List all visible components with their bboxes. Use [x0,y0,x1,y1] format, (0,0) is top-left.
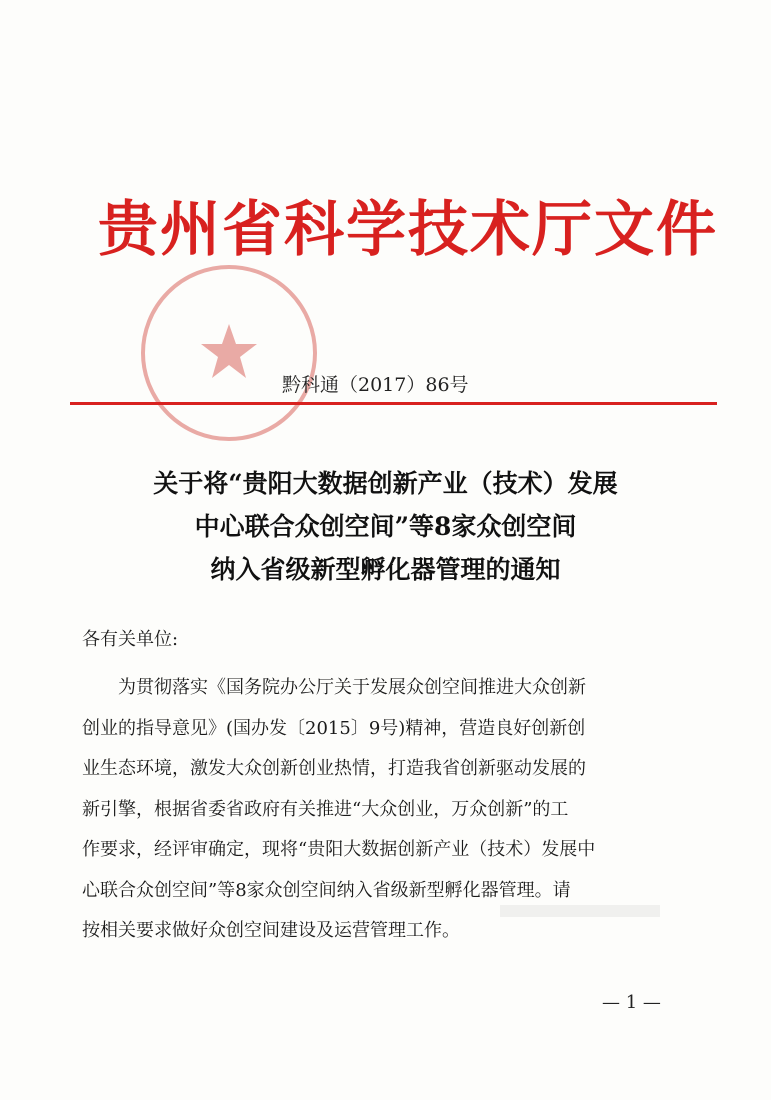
notice-title [60,462,711,591]
body-line: 按相关要求做好众创空间建设及运营管理工作。 [82,920,460,941]
notice-title-line-2: 中心联合众创空间”等8家众创空间 [194,512,577,541]
body-line: 业生态环境，激发大众创新创业热情，打造我省创新驱动发展的 [82,758,586,779]
document-number: 黔科通（2017）86号 [282,374,469,396]
body-line: 心联合众创空间”等8家众创空间纳入省级新型孵化器管理。请 [82,879,571,901]
notice-title-line-3: 纳入省级新型孵化器管理的通知 [210,555,561,584]
body-line: 新引擎，根据省委省政府有关推进“大众创业，万众创新”的工 [82,798,569,820]
body-line: 创业的指导意见》(国办发〔2015〕9号)精神，营造良好创新创 [82,717,586,739]
agency-title: 贵州省科学技术厅文件 [98,195,718,265]
body-line: 为贯彻落实《国务院办公厅关于发展众创空间推进大众创新 [118,677,586,698]
notice-title-line-1: 关于将“贵阳大数据创新产业（技术）发展 [153,469,618,498]
body-line: 作要求，经评审确定，现将“贵阳大数据创新产业（技术）发展中 [82,839,596,860]
page-number: — 1 — [602,992,661,1013]
official-seal-stamp [138,262,320,444]
show-through-smudge [500,905,660,917]
red-divider-line [70,402,717,405]
salutation: 各有关单位: [82,629,179,650]
